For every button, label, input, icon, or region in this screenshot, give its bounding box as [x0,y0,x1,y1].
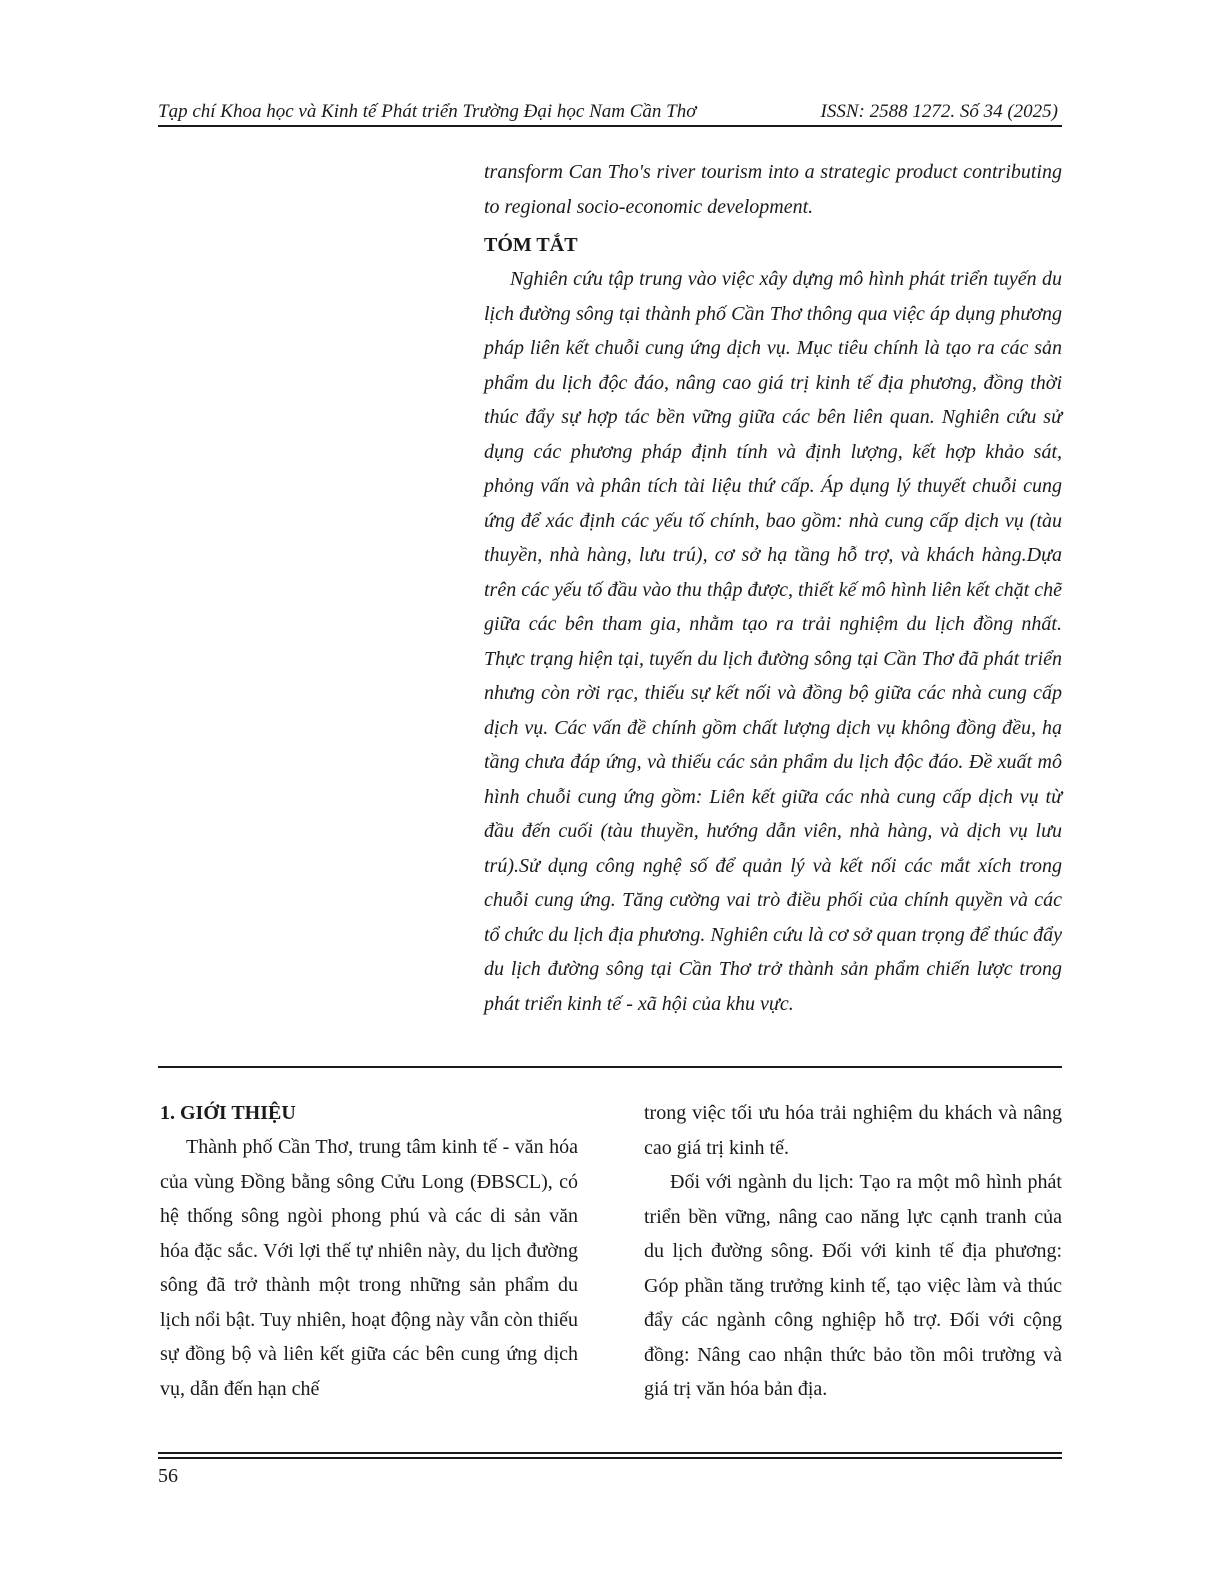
intro-paragraph-1: Thành phố Cần Thơ, trung tâm kinh tế - văn hóa của vùng Đồng bằng sông Cửu Long (ĐBSCL), có hệ thống sông ngòi phong phú và các di sản văn hóa đặc sắc. Với lợi thế tự nhiên này, du lịch đường sông đã trở thành một trong những sản phẩm du lịch nổi bật. Tuy nhiên, hoạt động này vẫn còn thiếu sự đồng bộ và liên kết giữa các bên cung ứng dịch vụ, dẫn đến hạn chế [160,1136,578,1400]
english-abstract-tail: transform Can Tho's river tourism into a strategic product contributing to regional socio-economic development. [484,161,1062,218]
footer-rule-lower [158,1457,1062,1459]
intro-paragraph-1-continued: trong việc tối ưu hóa trải nghiệm du khách và nâng cao giá trị kinh tế. [644,1102,1062,1159]
page-number: 56 [158,1465,178,1487]
vietnamese-abstract-body: Nghiên cứu tập trung vào việc xây dựng mô hình phát triển tuyến du lịch đường sông tại thành phố Cần Thơ thông qua việc áp dụng phương pháp liên kết chuỗi cung ứng dịch vụ. Mục tiêu chính là tạo ra các sản phẩm du lịch độc đáo, nâng cao giá trị kinh tế địa phương, đồng thời thúc đẩy sự hợp tác bền vững giữa các bên liên quan. Nghiên cứu sử dụng các phương pháp định tính và định lượng, kết hợp khảo sát, phỏng vấn và phân tích tài liệu thứ cấp. Áp dụng lý thuyết chuỗi cung ứng để xác định các yếu tố chính, bao gồm: nhà cung cấp dịch vụ (tàu thuyền, nhà hàng, lưu trú), cơ sở hạ tầng hỗ trợ, và khách hàng.Dựa trên các yếu tố đầu vào thu thập được, thiết kế mô hình liên kết chặt chẽ giữa các bên tham gia, nhằm tạo ra trải nghiệm du lịch đồng nhất. Thực trạng hiện tại, tuyến du lịch đường sông tại Cần Thơ đã phát triển nhưng còn rời rạc, thiếu sự kết nối và đồng bộ giữa các nhà cung cấp dịch vụ. Các vấn đề chính gồm chất lượng dịch vụ không đồng đều, hạ tầng chưa đáp ứng, và thiếu các sản phẩm du lịch độc đáo. Đề xuất mô hình chuỗi cung ứng gồm: Liên kết giữa các nhà cung cấp dịch vụ từ đầu đến cuối (tàu thuyền, hướng dẫn viên, nhà hàng, và dịch vụ lưu trú).Sử dụng công nghệ số để quản lý và kết nối các mắt xích trong chuỗi cung ứng. Tăng cường vai trò điều phối của chính quyền và các tổ chức du lịch địa phương. Nghiên cứu là cơ sở quan trọng để thúc đẩy du lịch đường sông tại Cần Thơ trở thành sản phẩm chiến lược trong phát triển kinh tế - xã hội của khu vực. [484,268,1062,1015]
body-column-right [644,1096,1062,1407]
header-rule [158,125,1062,127]
issn-issue: ISSN: 2588 1272. Số 34 (2025) [820,101,1058,122]
journal-title: Tạp chí Khoa học và Kinh tế Phát triển Trường Đại học Nam Cần Thơ [158,101,697,122]
abstract-block [484,155,1062,1021]
intro-paragraph-2: Đối với ngành du lịch: Tạo ra một mô hình phát triển bền vững, nâng cao năng lực cạnh tranh của du lịch đường sông. Đối với kinh tế địa phương: Góp phần tăng trưởng kinh tế, tạo việc làm và thúc đẩy các ngành công nghiệp hỗ trợ. Đối với cộng đồng: Nâng cao nhận thức bảo tồn môi trường và giá trị văn hóa bản địa. [644,1171,1062,1400]
body-column-left [160,1096,578,1406]
vietnamese-abstract-heading: TÓM TẮT [484,234,578,256]
running-header [158,100,1058,124]
footer-rule-upper [158,1452,1062,1454]
abstract-separator-rule [158,1066,1062,1068]
section-heading: 1. GIỚI THIỆU [160,1102,296,1124]
